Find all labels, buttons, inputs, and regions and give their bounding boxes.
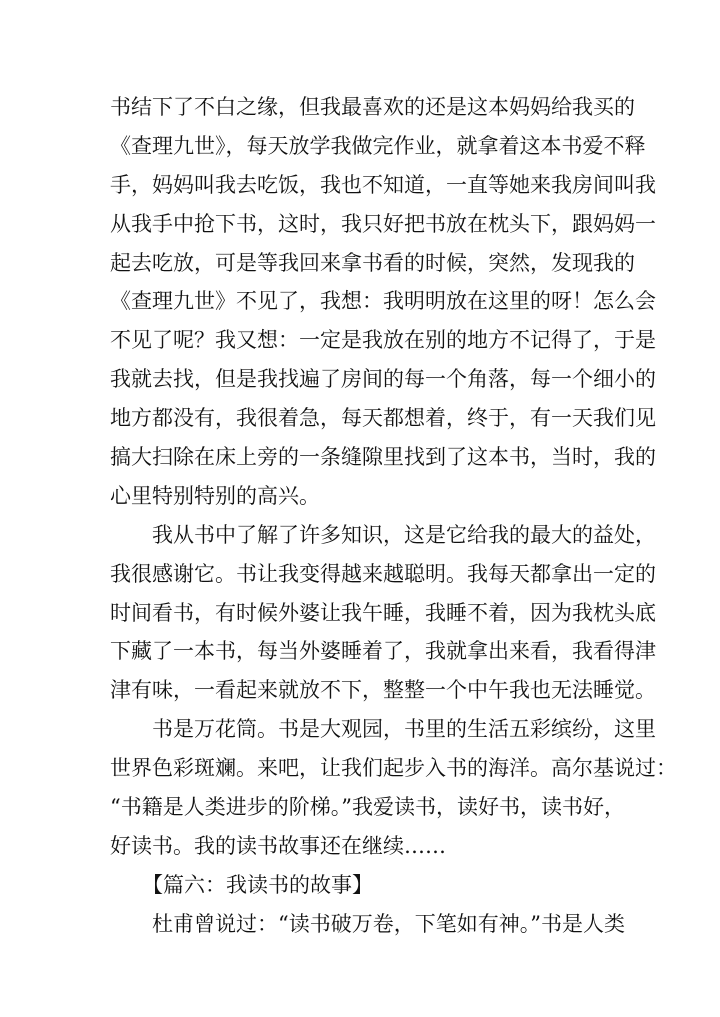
text-line: 《查理九世》，每天放学我做完作业，就拿着这本书爱不释 [110,133,646,158]
paragraph-start: 我从书中了解了许多知识，这是它给我的最大的益处， [152,522,656,547]
text-line: 下藏了一本书，每当外婆睡着了，我就拿出来看，我看得津 [110,639,656,664]
text-line: 好读书。我的读书故事还在继续…… [110,833,446,858]
text-line: 时间看书，有时候外婆让我午睡，我睡不着，因为我枕头底 [110,600,656,625]
text-line: 心里特别特别的高兴。 [110,483,320,508]
paragraph-start: 书是万花筒。书是大观园，书里的生活五彩缤纷，这里 [152,717,656,742]
text-line: 起去吃放，可是等我回来拿书看的时候，突然，发现我的 [110,250,635,275]
text-line: “书籍是人类进步的阶梯。”我爱读书，读好书，读书好， [110,795,625,820]
text-line: 世界色彩斑斓。来吧，让我们起步入书的海洋。高尔基说过： [110,756,677,781]
text-line: 地方都没有，我很着急，每天都想着，终于，有一天我们见 [110,406,656,431]
text-line: 我很感谢它。书让我变得越来越聪明。我每天都拿出一定的 [110,561,656,586]
paragraph-start: 杜甫曾说过：“读书破万卷，下笔如有神。”书是人类 [152,911,625,936]
text-line: 我就去找，但是我找遍了房间的每一个角落，每一个细小的 [110,367,656,392]
text-line: 手，妈妈叫我去吃饭，我也不知道，一直等她来我房间叫我 [110,172,656,197]
text-line: 搞大扫除在床上旁的一条缝隙里找到了这本书，当时，我的 [110,445,656,470]
section-heading: 【篇六：我读书的故事】 [142,872,373,897]
text-line: 《查理九世》不见了，我想：我明明放在这里的呀！怎么会 [110,289,656,314]
text-line: 不见了呢？我又想：一定是我放在别的地方不记得了，于是 [110,328,656,353]
body-text [110,88,677,944]
text-line: 从我手中抢下书，这时，我只好把书放在枕头下，跟妈妈一 [110,211,656,236]
text-line: 津有味，一看起来就放不下，整整一个中午我也无法睡觉。 [110,678,656,703]
text-line: 书结下了不白之缘，但我最喜欢的还是这本妈妈给我买的 [110,95,635,119]
